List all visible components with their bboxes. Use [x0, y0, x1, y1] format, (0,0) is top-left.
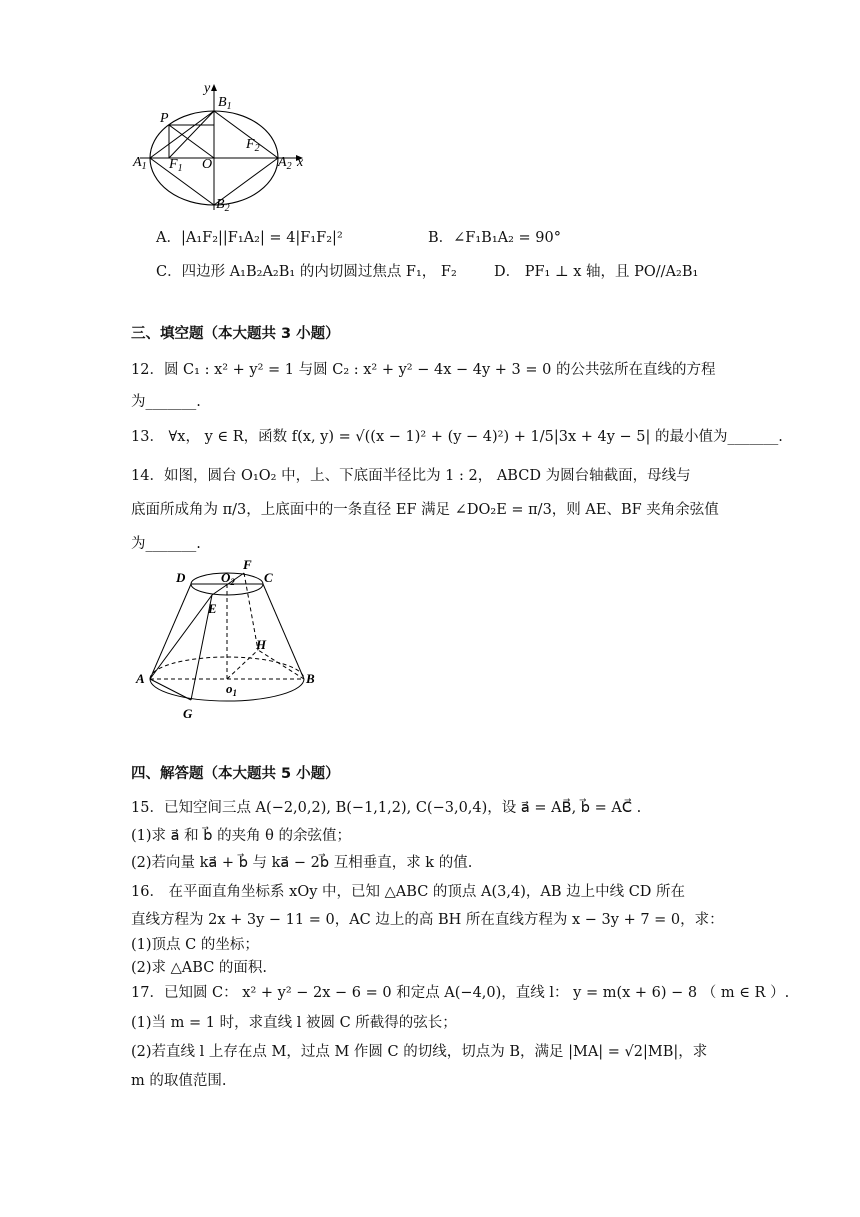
q12-line1: 12．圆 C₁ : x² + y² = 1 与圆 C₂ : x² + y² − 4x − 4y + 3 = 0 的公共弦所在直线的方程 [131, 362, 716, 378]
ellipse-figure [125, 75, 325, 215]
q16-line2: 直线方程为 2x + 3y − 11 = 0，AC 边上的高 BH 所在直线方程为 x − 3y + 7 = 0，求： [131, 912, 724, 928]
q15-line2: (1)求 a⃗ 和 b⃗ 的夹角 θ 的余弦值； [131, 828, 352, 844]
label-x: x [297, 155, 304, 170]
label-c: C [264, 570, 273, 585]
segment-bh [258, 650, 304, 679]
q14-line1: 14．如图，圆台 O₁O₂ 中，上、下底面半径比为 1 : 2， ABCD 为圆台轴截面，母线与 [131, 468, 691, 484]
label-b2: $B_2$ [216, 197, 230, 214]
y-axis-arrow [211, 84, 217, 91]
label-b: B [306, 671, 315, 686]
label-g: G [183, 706, 193, 721]
label-a2: $A_2$ [278, 155, 292, 172]
segment-o1h [227, 650, 258, 679]
frustum-figure [130, 555, 330, 725]
generatrix-cb [263, 584, 304, 679]
q17-line2: (1)当 m = 1 时，求直线 l 被圆 C 所截得的弦长； [131, 1015, 457, 1031]
segment-ag [150, 679, 191, 700]
label-f1: $F_1$ [169, 157, 183, 174]
q14-line2: 底面所成角为 π/3，上底面中的一条直径 EF 满足 ∠DO₂E = π/3，则 AE、BF 夹角余弦值 [131, 502, 719, 518]
q13: 13． ∀x， y ∈ R，函数 f(x, y) = √((x − 1)² + (y − 4)²) + 1/5|3x + 4y − 5| 的最小值为_______. [131, 429, 783, 445]
label-o2: $O_2$ [221, 570, 235, 587]
label-a1: $A_1$ [133, 155, 147, 172]
section-4-title: 四、解答题（本大题共 5 小题） [131, 766, 340, 782]
label-b1: $B_1$ [218, 95, 232, 112]
q17-line1: 17．已知圆 C： x² + y² − 2x − 6 = 0 和定点 A(−4,0)，直线 l： y = m(x + 6) − 8 （ m ∈ R ）. [131, 985, 790, 1001]
q11-option-c: C．四边形 A₁B₂A₂B₁ 的内切圆过焦点 F₁， F₂ [156, 264, 457, 280]
q17-line3: (2)若直线 l 上存在点 M，过点 M 作圆 C 的切线，切点为 B，满足 |MA| = √2|MB|，求 [131, 1044, 708, 1060]
q15-line1: 15．已知空间三点 A(−2,0,2), B(−1,1,2), C(−3,0,4)，设 a⃗ = AB⃗, b⃗ = AC⃗ . [131, 800, 642, 816]
label-f: F [243, 557, 252, 572]
q15-line3: (2)若向量 ka⃗ + b⃗ 与 ka⃗ − 2b⃗ 互相垂直，求 k 的值. [131, 855, 473, 871]
q11-option-d: D． PF₁ ⊥ x 轴，且 PO//A₂B₁ [494, 264, 699, 280]
label-y: y [204, 81, 211, 96]
segment-po [169, 125, 214, 158]
q11-option-b: B．∠F₁B₁A₂ = 90° [428, 230, 561, 246]
label-d: D [176, 570, 186, 585]
q16-line1: 16． 在平面直角坐标系 xOy 中，已知 △ABC 的顶点 A(3,4)，AB 边上中线 CD 所在 [131, 884, 686, 900]
q16-line3: (1)顶点 C 的坐标； [131, 937, 259, 953]
label-p: P [160, 111, 169, 126]
q11-option-a: A．|A₁F₂||F₁A₂| = 4|F₁F₂|² [156, 230, 343, 246]
q14-line3: 为_______. [131, 536, 201, 552]
q12-line2: 为_______. [131, 394, 201, 410]
label-a: A [136, 671, 145, 686]
label-f2: $F_2$ [246, 137, 260, 154]
label-o: O [202, 157, 213, 172]
label-e: E [208, 601, 217, 616]
section-3-title: 三、填空题（本大题共 3 小题） [131, 326, 340, 342]
q16-line4: (2)求 △ABC 的面积. [131, 960, 268, 976]
segment-f1b1 [169, 111, 214, 158]
label-h: H [256, 637, 267, 652]
label-o1: $o_1$ [226, 681, 237, 698]
q17-line4: m 的取值范围. [131, 1073, 227, 1089]
